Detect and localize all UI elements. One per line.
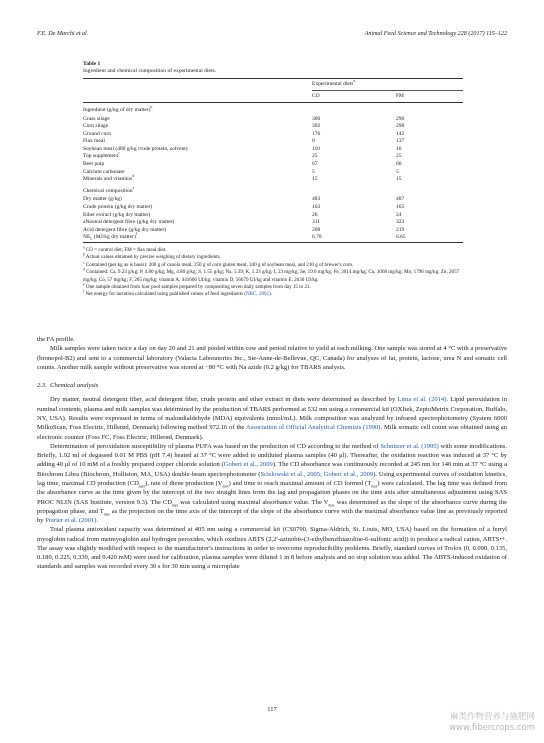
cell-fm: 25 bbox=[396, 153, 402, 160]
row-label: Soybean meal (480 g/kg crude protein, solvent) bbox=[83, 145, 188, 152]
cell-fm: 298 bbox=[396, 123, 405, 130]
cell-co: 67 bbox=[312, 161, 318, 168]
table-group-header: Experimental diets$^a$ bbox=[312, 79, 355, 87]
cell-co: 26 bbox=[312, 211, 318, 218]
table-row bbox=[83, 204, 463, 212]
citation-gobert-2009[interactable]: Gobert et al., 2009 bbox=[223, 461, 273, 469]
section-heading: 2.3. Chemical analysis bbox=[37, 382, 99, 390]
table-footnote: $^d$ Contained: Ca, 9.23 g/kg; P, 4.80 g/kg; Mg, 4.80 g/kg; S, 1.55 g/kg; Na, 5.39; K, 1.23 g/kg; I, 23 mg/kg; Se, 19.6 mg/kg; Fe, 2014 mg/kg; Cu, 1068 mg/kg; Mn, 1796 mg/kg; Zn, 2657 mg/kg; Co, 57 mg/kg; F, 265 mg/kg; vitamin A, 441606 UI/kg; vitamin D, 56679 UI/kg and vitamin E, 2630 UI/kg. bbox=[83, 267, 460, 283]
table-body bbox=[83, 91, 463, 102]
cell-fm: 15 bbox=[396, 176, 402, 183]
cell-co: 302 bbox=[312, 123, 321, 130]
cell-co: 311 bbox=[312, 219, 321, 226]
running-header-journal: Animal Feed Science and Technology 228 (2017) 115–122 bbox=[364, 31, 507, 37]
cell-fm: 5 bbox=[396, 168, 399, 175]
citation-schnitzer-1995[interactable]: Schnitzer et al. (1995) bbox=[380, 442, 439, 450]
row-label: Crude protein (g/kg dry matter) bbox=[83, 203, 153, 210]
row-label: Beet pulp bbox=[83, 161, 105, 168]
row-label: Dry matter (g/kg) bbox=[83, 196, 122, 203]
row-label: Corn silage bbox=[83, 123, 109, 130]
watermark-cn: 麻类作物营养与施肥网 bbox=[449, 712, 535, 722]
table-footnote: $^c$ Contained (per kg as is basis): 200 g of canola meal, 250 g of corn gluten meal, 340 g of soybean meal, and 210 g of brewer's corn. bbox=[83, 260, 354, 268]
table-section-header: Chemical composition$^e$ bbox=[83, 186, 135, 194]
row-label: Grass silage bbox=[83, 115, 110, 122]
paragraph-peroxidation: Determination of peroxidation susceptibility of plasma PUFA was based on the production of CD according to the method of Schnitzer et al. (1995) with some modifications. Briefly, 1.92 ml of degassed 0.01 M PBS (pH 7.4) heated at 37 °C were added to undiluted plasma samples (40 μl). Thereafter, the oxidation reaction was induced at 37 °C by adding 40 μl of 10 mM of a freshly prepared copper chloride solution (Gobert et al., 2009). The CD absorbance was continuously recorded at 245 nm for 140 min at 37 °C using a Biochrom Libra (Biochrom, Holliston, MA, USA) double-beam spectrophotometer (Scislowski et al., 2005; Gobert et al., 2009). Using experimental curves of oxidation kinetics, lag time, maximal CD production $(CD_{max})$, rate of diene production $(V_{max})$ and time to reach maximal amount of CD formed $(T_{max})$ were calculated. The lag time was defined from the absorbance curve as the time given by the intercept of the two straight lines from the lag and propagation phases on the time axis after simultaneous adjustment using SAS PROC NLIN (SAS Institute, version 9.3). The $CD_{max}$ was calculated using maximal absorbance value. The $V_{max}$ was determined as the slope of the absorbance curve during the propagation phase, and $T_{max}$ as the projection on the time axis of the intercept of the slope of the absorbance curve with the maximal absorbance value line as previously reported by Poirier et al. (2001). bbox=[37, 442, 508, 525]
cell-fm: 142 bbox=[396, 130, 405, 137]
row-label: Acid detergent fibre (g/kg dry matter) bbox=[83, 226, 167, 233]
cell-co: 208 bbox=[312, 226, 321, 233]
row-label: Ground corn bbox=[83, 130, 111, 137]
table-footnotes bbox=[83, 247, 463, 299]
table-row bbox=[83, 227, 463, 235]
table-row bbox=[83, 196, 463, 204]
table-caption: Ingredient and chemical composition of experimental diets. bbox=[83, 68, 217, 74]
cell-fm: 24 bbox=[396, 211, 402, 218]
running-header bbox=[37, 31, 507, 37]
table-1 bbox=[83, 61, 463, 299]
cell-fm: 219 bbox=[396, 226, 405, 233]
cell-co: 0 bbox=[312, 138, 315, 145]
cell-co: 6.78 bbox=[312, 234, 322, 241]
row-label: Flax meal bbox=[83, 138, 105, 145]
cell-co: 110 bbox=[312, 145, 321, 152]
cell-co: 15 bbox=[312, 176, 318, 183]
citation-poirier-2001[interactable]: Poirier et al. (2001) bbox=[45, 517, 97, 525]
paragraph-antioxidant: Total plasma antioxidant capacity was determined at 405 nm using a commercial kit (CS0790, Sigma-Aldrich, St. Louis, MO, USA) based on the formation of a ferryl myoglobin radical from metmyoglobin and hydrogen peroxides, which oxidizes ABTS (2,2′-azinobis-(3-ethylbenzthiazoline-6-sulfonic acid)) to produce a radical cation, ABTS•+. The assay was slightly modified with respect to the manufacturer's instructions in order to overcome reproducibility problems. Briefly, standard curves of Trolox (0, 0.090, 0.135, 0.180, 0.225, 0.330, and 0.420 mM) were used for calibration, plasma samples were diluted 1 in 8 before analysis and no stop solution was added. The ABTS-induced oxidation of standards and samples was recorded every 30 s for 30 min using a microplate bbox=[37, 526, 507, 571]
citation-aoac-1990[interactable]: Association of Official Analytical Chemists (1990) bbox=[245, 424, 381, 432]
cell-fm: 323 bbox=[396, 219, 405, 226]
cell-fm: 6.65 bbox=[396, 234, 406, 241]
table-rows bbox=[83, 103, 463, 242]
table-row bbox=[83, 176, 463, 184]
citation-nrc-2001[interactable]: NRC, 2001 bbox=[245, 291, 270, 298]
cell-fm: 137 bbox=[396, 138, 405, 145]
table-header-row bbox=[83, 91, 463, 102]
table-footnote: $^f$ Net energy for lactation calculated using published values of feed ingredients (NRC, 2001). bbox=[83, 289, 273, 298]
paragraph-milk-samples: Milk samples were taken twice a day on day 20 and 21 and pooled within cow and period relative to yield at each milking. One sample was stored at 4 °C with a preservative (bronopol-B2) and sent to a commercial laboratory (Valacta Laboratories Inc., Ste-Anne-de-Bellevue, QC, Canada) for analyses of fat, protein, lactose, urea N and somatic cell counts. Another milk sample without preservative was stored at −80 °C with Na azide (0.2 g/kg) for TBARS analysis. bbox=[37, 345, 507, 371]
table-footnote: $^a$ CO = control diet; FM = flax meal diet. bbox=[83, 245, 167, 253]
table-row bbox=[83, 212, 463, 220]
row-label: $NE_L$ (MJ/kg dry matter)$^f$ bbox=[83, 232, 137, 242]
body-text bbox=[37, 335, 507, 572]
watermark bbox=[410, 712, 535, 734]
cell-fm: 16 bbox=[396, 145, 402, 152]
row-label: Ether extract (g/kg dry matter) bbox=[83, 211, 151, 218]
running-header-authors: F.E. De Marchi et al. bbox=[37, 31, 89, 37]
row-label: Top supplement$^c$ bbox=[83, 151, 120, 160]
citation-lima-2014[interactable]: Lima et al. (2014) bbox=[397, 396, 447, 404]
col-header-co: CO bbox=[312, 93, 320, 99]
cell-fm: 165 bbox=[396, 203, 405, 210]
row-label: Minerals and vitamins$^d$ bbox=[83, 174, 134, 183]
citation-scislowski-gobert[interactable]: Scislowski et al., 2005; Gobert et al., 2009 bbox=[260, 470, 374, 478]
table-label: Table 1 bbox=[83, 61, 101, 67]
paragraph-fa-profile: the FA profile. bbox=[37, 336, 75, 343]
cell-co: 163 bbox=[312, 203, 321, 210]
page-number: 117 bbox=[267, 706, 277, 713]
table-row bbox=[83, 153, 463, 161]
row-label: aNeutral detergent fibre (g/kg dry matter) bbox=[83, 219, 175, 226]
row-label: Calcium carbonate bbox=[83, 168, 125, 175]
cell-fm: 66 bbox=[396, 161, 402, 168]
table-row bbox=[83, 123, 463, 131]
col-header-fm: FM bbox=[396, 93, 404, 99]
cell-co: 176 bbox=[312, 130, 321, 137]
table-row bbox=[83, 146, 463, 154]
table-row bbox=[83, 234, 463, 242]
table-row bbox=[83, 116, 463, 124]
table-footnote: $^b$ Actual values obtained by precise weighing of dietary ingredients. bbox=[83, 252, 221, 261]
cell-co: 25 bbox=[312, 153, 318, 160]
cell-fm: 487 bbox=[396, 196, 405, 203]
table-footnote: $^e$ One sample obtained from four pool samples prepared by compositing seven daily samples from day 15 to 21. bbox=[83, 282, 311, 290]
table-section-header: Ingredient (g/kg of dry matter)$^b$ bbox=[83, 105, 153, 113]
table-row bbox=[83, 169, 463, 177]
paragraph-chemical-analysis: Dry matter, neutral detergent fiber, acid detergent fiber, crude protein and ether extract in diets were determined as described by Lima et al. (2014). Lipid peroxidation in ruminal contents, plasma and milk samples was determined by the production of TBARS performed at 532 nm using a commercial kit (OXItek, ZeptoMetrix Corporation, Buffalo, NY, USA). Results were expressed in terms of malondialdehyde (MDA) equivalents (nmol/mL). Milk composition was analyzed by infrared spectrophotometry (System 6000 MilkoScan, Foss Electric, Hillerød, Denmark) following method 972.16 of the Association of Official Analytical Chemists (1990). Milk somatic cell count was obtained using an electronic counter (Foss FC, Foss Electric, Hillerød, Denmark). bbox=[37, 396, 507, 441]
table-row bbox=[83, 138, 463, 146]
table-row bbox=[83, 161, 463, 169]
cell-fm: 296 bbox=[396, 115, 405, 122]
table-row bbox=[83, 131, 463, 139]
table-row bbox=[83, 219, 463, 227]
cell-co: 300 bbox=[312, 115, 321, 122]
watermark-url: www.fibercrops.com bbox=[449, 723, 535, 733]
table-bottom-rule bbox=[83, 242, 463, 243]
cell-co: 483 bbox=[312, 196, 321, 203]
cell-co: 5 bbox=[312, 168, 315, 175]
